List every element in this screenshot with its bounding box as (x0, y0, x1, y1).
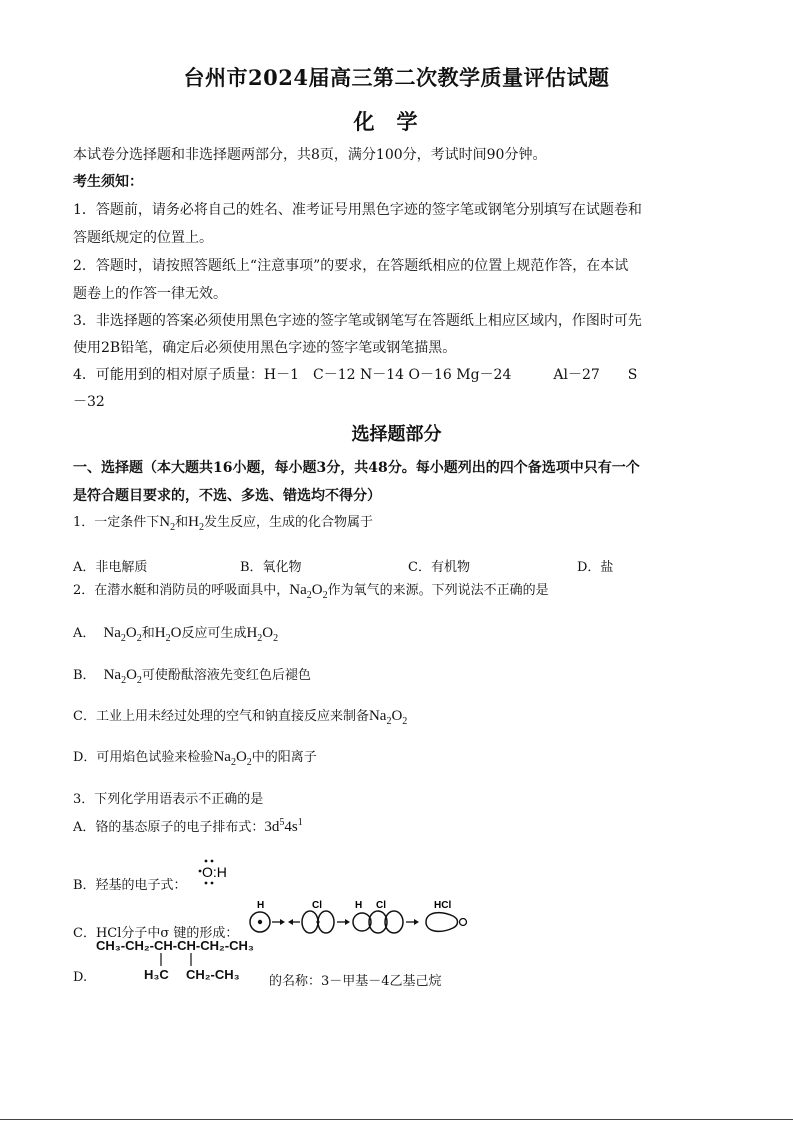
q2-stem-a: 2．在潜水艇和消防员的呼吸面具中， (73, 583, 290, 598)
arrow-right-icon (280, 919, 285, 925)
q3-option-a: A．铬的基态原子的电子排布式：$3d^54s^1$ (73, 817, 303, 835)
notice-4a: 4．可能用到的相对原子质量：H－1 C－12 N－14 O－16 Mg－24 Al－27 S (73, 367, 638, 383)
notice-4b: －32 (73, 394, 105, 410)
q1-h2: $H_2$ (188, 514, 204, 533)
electron-dot (211, 860, 214, 863)
q3-option-d-prefix: D. (73, 970, 88, 985)
q2-stem-b: 作为氧气的来源。下列说法不正确的是 (327, 583, 549, 598)
electron-dot (205, 860, 208, 863)
label-h: H (257, 900, 265, 911)
label-cl2: Cl (376, 900, 386, 911)
cl-p-orbital-right (318, 911, 334, 933)
exam-title: 台州市2024届高三第二次教学质量评估试题 (183, 65, 610, 90)
main-chain: CH₃-CH₂-CH-CH-CH₂-CH₃ (96, 938, 254, 953)
electron-dot (199, 870, 202, 873)
label-cl: Cl (312, 900, 322, 911)
h-electron (258, 920, 262, 924)
arrow-right-icon (345, 919, 350, 925)
section-heading-b: 是符合题目要求的，不选、多选、错选均不得分） (73, 488, 381, 504)
notice-2a: 2．答题时，请按照答题纸上“注意事项”的要求，在答题纸相应的位置上规范作答，在本试 (73, 258, 629, 274)
page-bottom-rule (0, 1119, 793, 1120)
subject-title: 化学 (353, 109, 440, 134)
notice-1b: 答题纸规定的位置上。 (73, 230, 213, 246)
notice-1a: 1．答题前，请务必将自己的姓名、准考证号用黑色字迹的签字笔或钢笔分别填写在试题卷和 (73, 202, 642, 218)
q2-stem (73, 580, 549, 606)
q2-option-b: B． $Na_2O_2$可使酚酞溶液先变红色后褪色 (73, 667, 311, 686)
label-h2: H (355, 900, 363, 911)
notice-3a: 3．非选择题的答案必须使用黑色字迹的签字笔或钢笔写在答题纸上相应区域内，作图时可先 (73, 313, 642, 329)
electron-dot (211, 882, 214, 885)
cl-p-orbital-left (302, 911, 318, 933)
notice-heading: 考生须知： (73, 174, 143, 190)
q2-formula: $Na_2O_2$ (289, 582, 328, 601)
q3-stem: 3．下列化学用语表示不正确的是 (73, 792, 264, 807)
branch-methyl: H₃C (144, 967, 169, 982)
q1-option-d: D．盐 (577, 560, 614, 575)
q3-option-b-label: B．羟基的电子式： (73, 878, 187, 893)
branch-bonds (96, 953, 216, 967)
q1-and: 和 (175, 515, 189, 530)
intro-line: 本试卷分选择题和非选择题两部分，共8页，满分100分，考试时间90分钟。 (73, 147, 547, 163)
q2-option-d: D．可用焰色试验来检验$Na_2O_2$中的阳离子 (73, 749, 317, 768)
label-hcl: HCl (434, 900, 452, 911)
hexane-structure (96, 938, 254, 983)
q2-option-a: A． $Na_2O_2$和$H_2O$反应可生成$H_2O_2$ (73, 625, 279, 644)
q1-n2: $N_2$ (159, 514, 176, 533)
hcl-sigma-bond-diagram (248, 898, 473, 940)
section-heading-a: 一、选择题（本大题共16小题，每小题3分，共48分。每小题列出的四个备选项中只有一个 (73, 460, 640, 476)
q3-option-d-text: 的名称：3－甲基－4乙基己烷 (269, 974, 442, 989)
section-title: 选择题部分 (351, 424, 442, 445)
notice-2b: 题卷上的作答一律无效。 (73, 286, 227, 302)
electron-dot (205, 882, 208, 885)
q1-stem-b: 发生反应，生成的化合物属于 (203, 515, 373, 530)
q1-option-c: C．有机物 (408, 560, 470, 575)
q1-stem-a: 1．一定条件下 (73, 515, 160, 530)
hydroxyl-formula-text: O:H (202, 864, 227, 880)
q3-option-c-label: C．HCl分子中σ 键的形成： (73, 926, 239, 941)
q1-stem (73, 512, 373, 538)
notice-3b: 使用2B铅笔，确定后必须使用黑色字迹的签字笔或钢笔描黑。 (73, 340, 457, 356)
branch-ethyl: CH₂-CH₃ (186, 967, 240, 982)
q2-option-c: C．工业上用未经过处理的空气和钠直接反应来制备$Na_2O_2$ (73, 708, 408, 727)
hcl-orbital (426, 913, 458, 932)
arrow-left-icon (288, 919, 293, 925)
q1-option-b: B．氧化物 (240, 560, 302, 575)
hydroxyl-electron-formula (196, 855, 244, 891)
q1-option-a: A．非电解质 (73, 560, 148, 575)
arrow-right-icon (414, 919, 419, 925)
